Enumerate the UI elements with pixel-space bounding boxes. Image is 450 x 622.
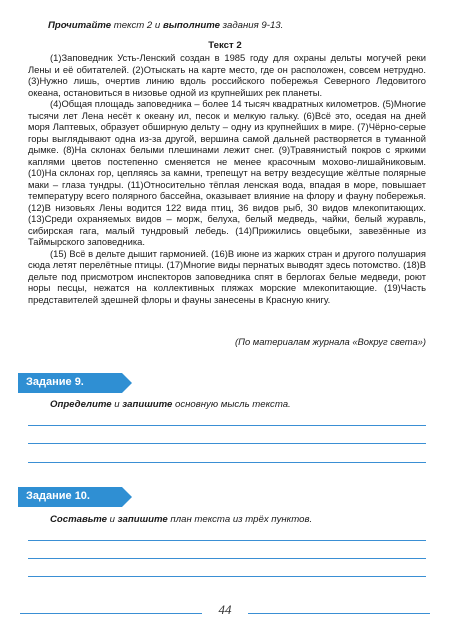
footer-rule-right [248, 613, 430, 614]
paragraph-3: (15) Всё в дельте дышит гармонией. (16)В июне из жарких стран и другого полушария сюда летят перелётные птицы. (17)Многие виды пернатых выводят здесь потомство. (18)В дельте под присмотром инспекторов заповедника спят в берлогах белые медведи, роют норы песцы, нежатся на коллективных пляжах морские млекопитающие. (19)Часть представителей здешней флоры и фауны занесены в Красную книгу. [28, 247, 427, 305]
task-9-verb-1: Определите [50, 399, 112, 410]
task-10-verb-2: запишите [117, 514, 168, 525]
answer-line[interactable] [28, 558, 426, 559]
answer-line[interactable] [28, 576, 426, 577]
task-10-text-2: план текста из трёх пунктов. [167, 514, 313, 525]
answer-line[interactable] [28, 443, 426, 444]
paragraph-1: (1)Заповедник Усть-Ленский создан в 1985 году для охраны дельты могучей реки Лены и её обитателей. (2)Отыскать на карте место, где он расположен, совсем нетрудно. (3)Нужно лишь, очертив линию вдоль российского побережья Северного Ледовитого океана, остановиться в низовье одной из крупнейших рек планеты. [28, 52, 426, 98]
paragraph-2: (4)Общая площадь заповедника – более 14 тысяч квадратных километров. (5)Многие тысячи лет Лена несёт к океану ил, песок и мелкую гальку. (6)Всё это, оседая на дней моря Лаптевых, образует обширную дельту – одну из крупнейших в мире. (7)Чёрно-серые горы выглядывают одна из-за другой, вершина самой дальней растворяется в туманной дымке. (8)На склонах белыми плешинами лежит снег. (9)Травянистый покров с яркими каплями цветов постепенно сменяется не менее красочным мохово-лишайниковым. (10)На склонах гор, цепляясь за камни, трепещут на ветру вездесущие жёлтые полярные маки – глаза тундры. (11)Относительно тёплая ленская вода, впадая в море, повышает температуру всего полярного бассейна, оказывает влияние на флору и фауну побережья. (12)В низовьях Лены водится 122 вида птиц, 36 видов рыб, 30 видов млекопитающих. (13)Среди охраняемых видов – морж, белуха, белый медведь, чайки, белый журавль, сибирская гага, малый тундровый лебедь. (14)Прижились овцебыки, завезённые из Таймырского заповедника. [28, 98, 426, 247]
text-title: Текст 2 [208, 40, 242, 51]
page-number: 44 [218, 602, 232, 617]
task-9-header [18, 373, 122, 393]
task-10-label: Задание 10. [26, 490, 90, 502]
instruction-verb-do: выполните [162, 20, 221, 31]
source-citation: (По материалам журнала «Вокруг света») [235, 336, 426, 347]
text-body [28, 52, 426, 305]
task-10-verb-1: Составьте [50, 514, 107, 525]
task-10-text-1: и [106, 514, 118, 525]
answer-line[interactable] [28, 425, 426, 426]
task-9-verb-2: запишите [122, 399, 173, 410]
answer-line[interactable] [28, 462, 426, 463]
task-9-text-2: основную мысль текста. [172, 399, 291, 410]
task-9-instruction [50, 399, 291, 410]
task-10-header [18, 487, 122, 507]
answer-line[interactable] [28, 540, 426, 541]
instruction-text-2: задания 9-13. [220, 20, 284, 31]
task-9-label: Задание 9. [26, 376, 84, 388]
reading-instruction [48, 20, 283, 31]
instruction-text-1: текст 2 и [111, 20, 163, 31]
task-9-text-1: и [111, 399, 123, 410]
task-10-instruction [50, 514, 312, 525]
instruction-verb-read: Прочитайте [48, 20, 112, 31]
